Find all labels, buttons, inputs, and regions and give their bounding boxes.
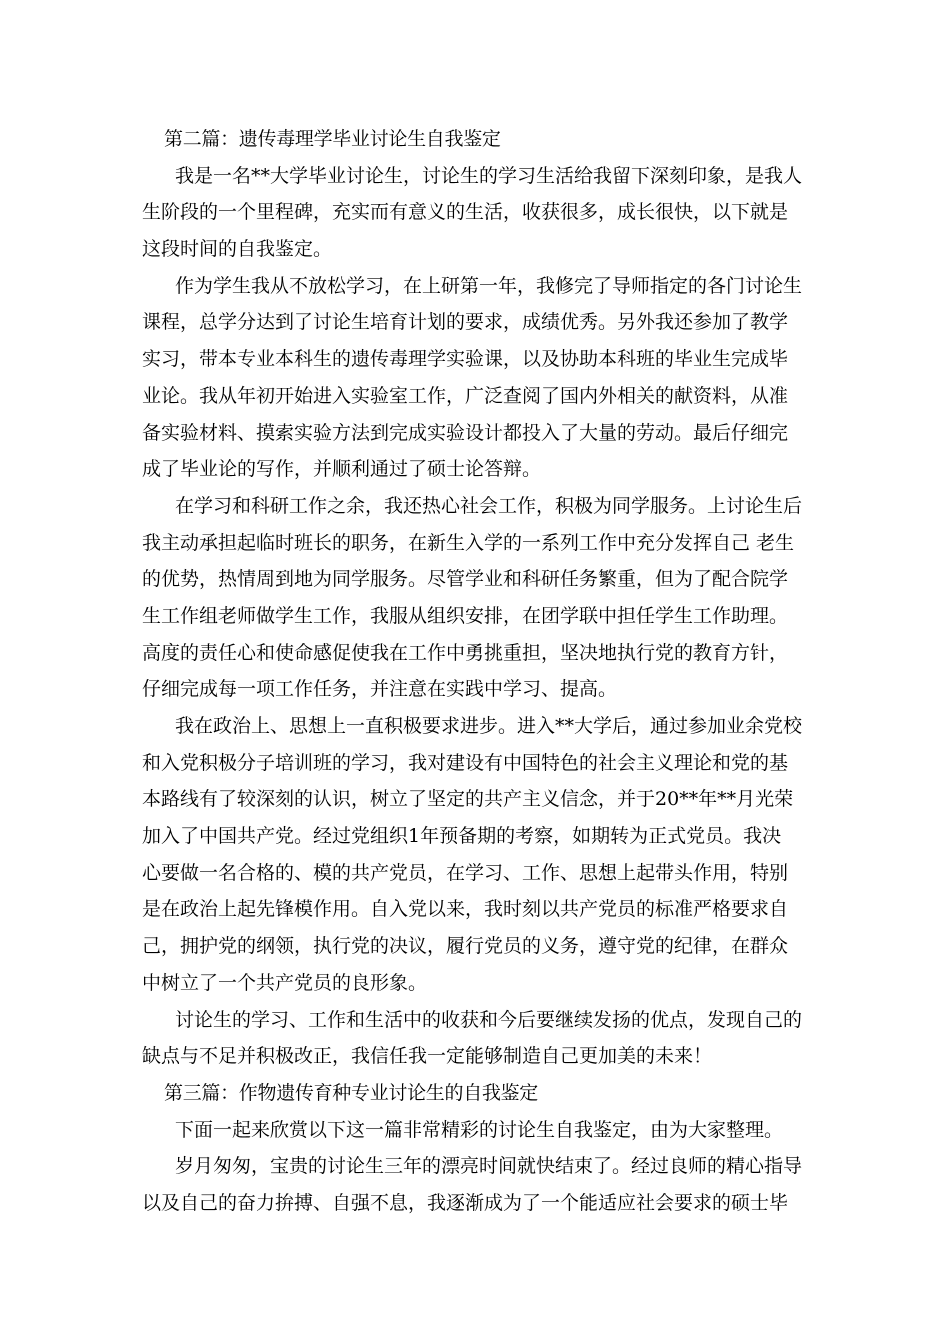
paragraph-line: 备实验材料、摸索实验方法到完成实验设计都投入了大量的劳动。最后仔细完 (142, 421, 789, 444)
paragraph-line: 仔细完成每一项工作任务，并注意在实践中学习、提高。 (142, 678, 618, 701)
section-title-2: 第二篇：遗传毒理学毕业讨论生自我鉴定 (164, 128, 501, 150)
paragraph-line: 我是一名**大学毕业讨论生，讨论生的学习生活给我留下深刻印象，是我人 (175, 164, 803, 187)
paragraph-line: 成了毕业论的写作，并顺利通过了硕士论答辩。 (142, 458, 542, 481)
paragraph-line: 高度的责任心和使命感促使我在工作中勇挑重担，坚决地执行党的教育方针， (142, 641, 789, 664)
paragraph-line: 讨论生的学习、工作和生活中的收获和今后要继续发扬的优点，发现自己的 (175, 1008, 803, 1031)
paragraph-line: 己，拥护党的纲领，执行党的决议，履行党员的义务，遵守党的纪律，在群众 (142, 935, 789, 958)
paragraph-line: 业论。我从年初开始进入实验室工作，广泛查阅了国内外相关的献资料，从准 (142, 384, 789, 407)
paragraph-line: 以及自己的奋力拚搏、自强不息，我逐渐成为了一个能适应社会要求的硕士毕 (142, 1191, 789, 1214)
section-title-3: 第三篇：作物遗传育种专业讨论生的自我鉴定 (164, 1081, 539, 1104)
paragraph-line: 生工作组老师做学生工作，我服从组织安排，在团学联中担任学生工作助理。 (142, 604, 789, 627)
paragraph-line: 岁月匆匆，宝贵的讨论生三年的漂亮时间就快结束了。经过良师的精心指导 (175, 1155, 803, 1178)
paragraph-line: 中树立了一个共产党员的良形象。 (142, 971, 428, 994)
paragraph-line: 这段时间的自我鉴定。 (142, 238, 333, 261)
paragraph-line: 心要做一名合格的、模的共产党员，在学习、工作、思想上起带头作用，特别 (142, 861, 789, 884)
paragraph-line: 我在政治上、思想上一直积极要求进步。进入**大学后，通过参加业余党校 (175, 715, 803, 737)
paragraph-line: 本路线有了较深刻的认识，树立了坚定的共产主义信念，并于20**年**月光荣 (142, 788, 794, 811)
paragraph-line: 的优势，热情周到地为同学服务。尽管学业和科研任务繁重，但为了配合院学 (142, 568, 789, 591)
paragraph-line: 实习，带本专业本科生的遗传毒理学实验课，以及协助本科班的毕业生完成毕 (142, 348, 789, 371)
paragraph-line: 是在政治上起先锋模作用。自入党以来，我时刻以共产党员的标准严格要求自 (142, 898, 789, 921)
paragraph-line: 加入了中国共产党。经过党组织1年预备期的考察，如期转为正式党员。我决 (142, 825, 782, 848)
paragraph-line: 缺点与不足并积极改正，我信任我一定能够制造自己更加美的未来！ (142, 1045, 713, 1068)
paragraph-line: 作为学生我从不放松学习，在上研第一年，我修完了导师指定的各门讨论生 (175, 274, 803, 297)
paragraph-line: 生阶段的一个里程碑，充实而有意义的生活，收获很多，成长很快，以下就是 (142, 201, 789, 224)
paragraph-line: 和入党积极分子培训班的学习，我对建设有中国特色的社会主义理论和党的基 (142, 751, 789, 774)
paragraph-line: 在学习和科研工作之余，我还热心社会工作，积极为同学服务。上讨论生后 (175, 494, 803, 517)
paragraph-line: 课程，总学分达到了讨论生培育计划的要求，成绩优秀。另外我还参加了教学 (142, 311, 789, 334)
paragraph-line: 我主动承担起临时班长的职务，在新生入学的一系列工作中充分发挥自己 老生 (142, 531, 795, 554)
paragraph-line: 下面一起来欣赏以下这一篇非常精彩的讨论生自我鉴定，由为大家整理。 (175, 1118, 784, 1141)
